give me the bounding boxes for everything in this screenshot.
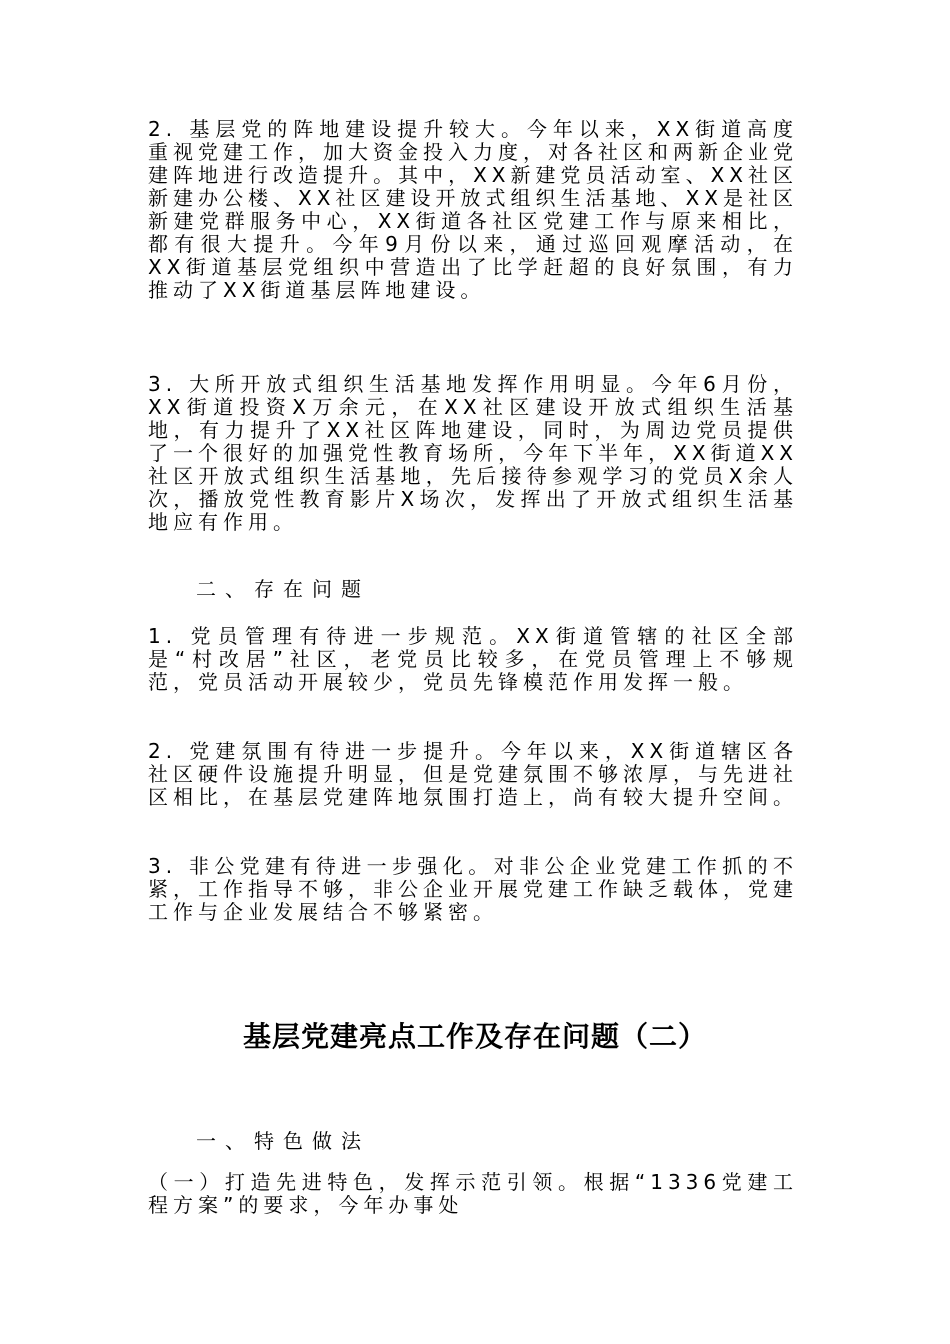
section-heading-features: 一、特色做法 <box>196 1129 370 1153</box>
paragraph-member-management: 1. 党员管理有待进一步规范。XX街道管辖的社区全部是“村改居”社区，老党员比较多，在党员管理上不够规范，党员活动开展较少，党员先锋模范作用发挥一般。 <box>148 624 798 694</box>
paragraph-non-public: 3. 非公党建有待进一步强化。对非公企业党建工作抓的不紧，工作指导不够，非公企业开展党建工作缺乏载体，党建工作与企业发展结合不够紧密。 <box>148 854 798 924</box>
paragraph-atmosphere: 2. 党建氛围有待进一步提升。今年以来，XX街道辖区各社区硬件设施提升明显，但是党建氛围不够浓厚，与先进社区相比，在基层党建阵地氛围打造上，尚有较大提升空间。 <box>148 739 798 809</box>
paragraph-advanced-features: （一）打造先进特色，发挥示范引领。根据“1336党建工程方案”的要求，今年办事处 <box>148 1170 798 1217</box>
document-title: 基层党建亮点工作及存在问题（二） <box>242 1020 707 1053</box>
paragraph-position-building: 2. 基层党的阵地建设提升较大。今年以来，XX街道高度重视党建工作，加大资金投入力度，对各社区和两新企业党建阵地进行改造提升。其中，XX新建党员活动室、XX社区新建办公楼、XX社区建设开放式组织生活基地、XX是社区新建党群服务中心，XX街道各社区党建工作与原来相比，都有很大提升。今年9月份以来，通过巡回观摩活动，在XX街道基层党组织中营造出了比学赶超的良好氛围，有力推动了XX街道基层阵地建设。 <box>148 117 798 302</box>
section-heading-problems: 二、存在问题 <box>196 577 370 601</box>
paragraph-open-base: 3. 大所开放式组织生活基地发挥作用明显。今年6月份，XX街道投资X万余元，在XX社区建设开放式组织生活基地，有力提升了XX社区阵地建设，同时，为周边党员提供了一个很好的加强党性教育场所，今年下半年，XX街道XX社区开放式组织生活基地，先后接待参观学习的党员X余人次，播放党性教育影片X场次，发挥出了开放式组织生活基地应有作用。 <box>148 372 798 534</box>
